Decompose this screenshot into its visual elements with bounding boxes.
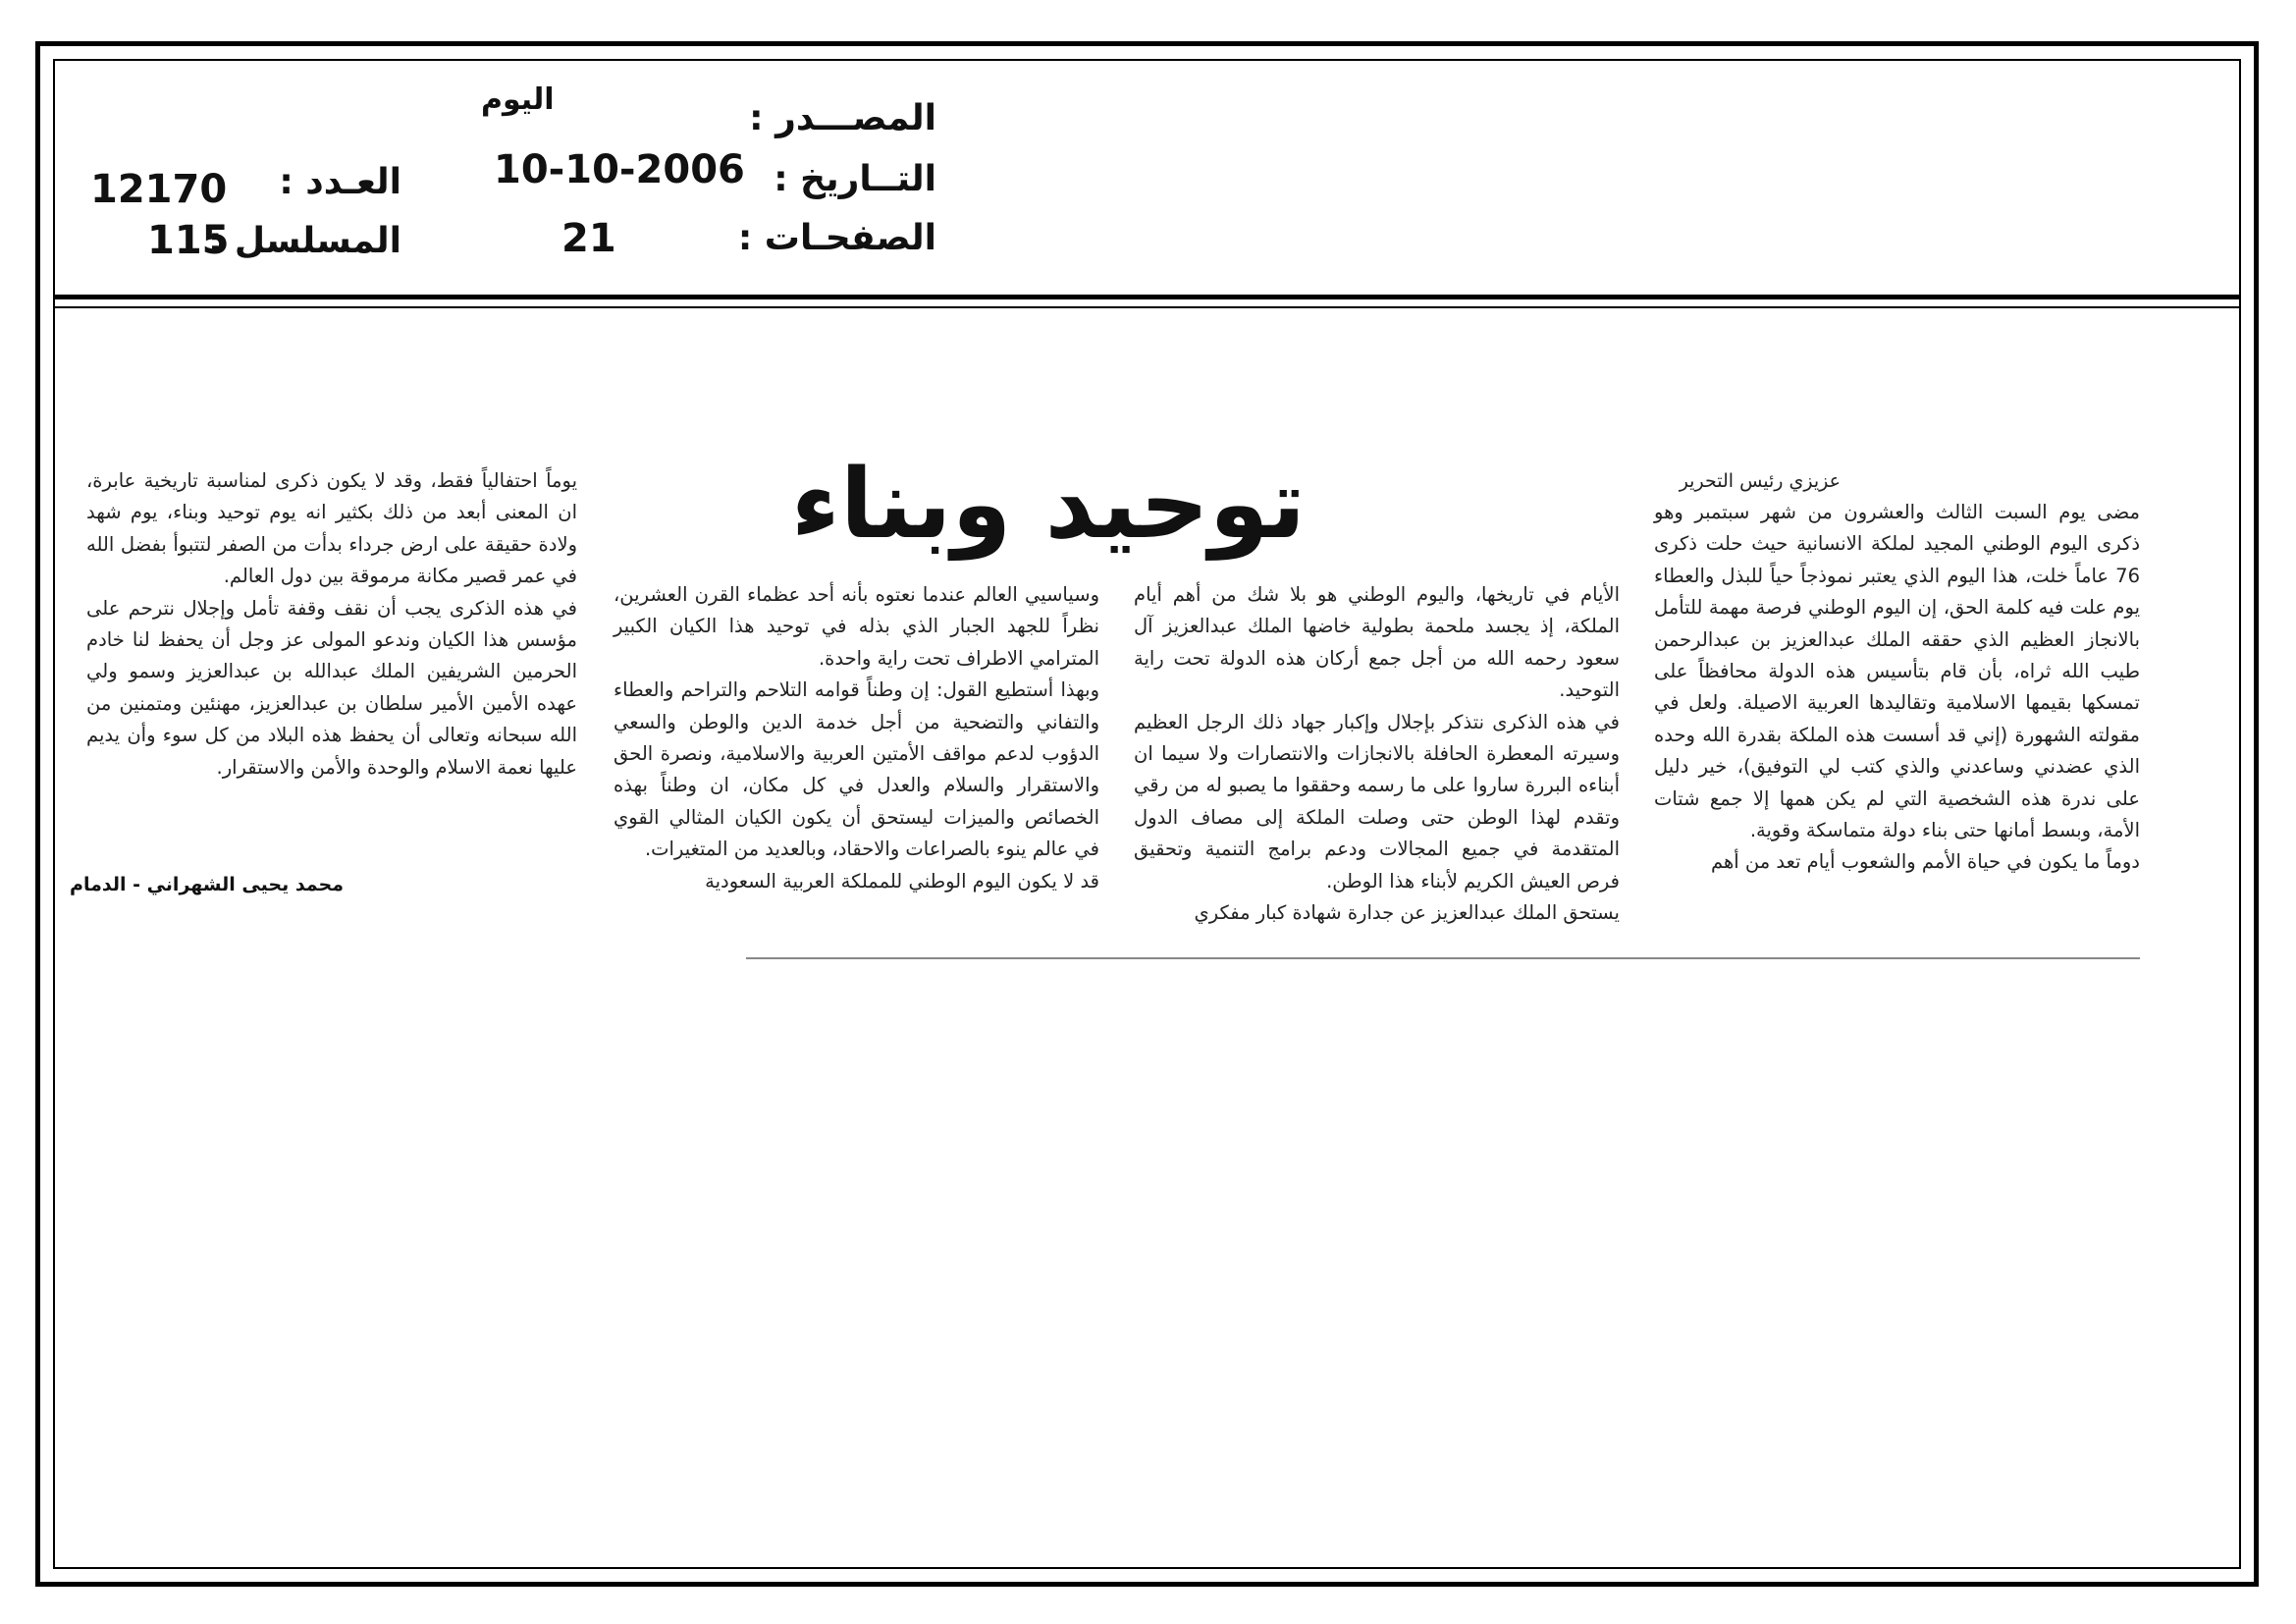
salutation: عزيزي رئيس التحرير xyxy=(1679,470,1841,492)
serial-label: المسلسل : xyxy=(207,221,401,261)
header-divider xyxy=(53,295,2241,299)
article-column-4 xyxy=(86,465,577,784)
paragraph: وبهذا أستطيع القول: إن وطناً قوامه التلاحم والتراحم والعطاء والتفاني والتضحية من أجل خدمة الدين والوطن والسعي الدؤوب لدعم مواقف الأمتين العربية والاسلامية، ونصرة الحق والاستقرار والسلام والعدل في كل مكان، ان وطناً بهذه الخصائص والميزات ليستحق أن يكون الكيان المثالي القوي في عالم ينوء بالصراعات والاحقاد، وبالعديد من المتغيرات. xyxy=(614,678,1099,861)
clipping-bottom-edge xyxy=(746,957,2140,959)
article-column-2 xyxy=(1134,579,1620,929)
paragraph: قد لا يكون اليوم الوطني للمملكة العربية السعودية xyxy=(705,869,1099,893)
author-signature: محمد يحيى الشهراني - الدمام xyxy=(70,874,344,895)
pages-value: 21 xyxy=(561,216,616,261)
pages-label: الصفحـات : xyxy=(737,218,936,258)
paragraph: يوماً احتفالياً فقط، وقد لا يكون ذكرى لمناسبة تاريخية عابرة، ان المعنى أبعد من ذلك بكثير انه يوم توحيد وبناء، يوم شهد ولادة حقيقة على ارض جرداء بدأت من الصفر لتتبوأ بفضل الله في عمر قصير مكانة مرموقة بين دول العالم. xyxy=(86,469,577,588)
article-column-1 xyxy=(1654,497,2140,879)
paragraph: في هذه الذكرى يجب أن نقف وقفة تأمل وإجلال نترحم على مؤسس هذا الكيان وندعو المولى عز وجل أن يحفظ لنا خادم الحرمين الشريفين الملك عبدالله بن عبدالعزيز وسمو ولي عهده الأمين الأمير سلطان بن عبدالعزيز، مهنئين ومتمنين من الله سبحانه وتعالى أن يحفظ هذه البلاد من كل سوء وأن يديم عليها نعمة الاسلام والوحدة والأمن والاستقرار. xyxy=(86,596,577,779)
paragraph: في هذه الذكرى نتذكر بإجلال وإكبار جهاد ذلك الرجل العظيم وسيرته المعطرة الحافلة بالانجازات والانتصارات ولا سيما ان أبناءه البررة ساروا على ما رسمه وحققوا ما يصبو له من رقي وتقدم لهذا الوطن حتى وصلت الملكة إلى مصاف الدول المتقدمة في جميع المجالات ودعم برامج التنمية وتحقيق فرص العيش الكريم لأبناء هذا الوطن. xyxy=(1134,710,1620,893)
source-label: المصـــدر : xyxy=(749,98,936,138)
paragraph: مضى يوم السبت الثالث والعشرون من شهر سبتمبر وهو ذكرى اليوم الوطني المجيد لملكة الانسانية حيث حلت ذكرى 76 عاماً خلت، هذا اليوم الذي يعتبر نموذجاً حياً للبذل والعطاء يوم علت فيه كلمة الحق، إن اليوم الوطني فرصة مهمة للتأمل بالانجاز العظيم الذي حققه الملك عبدالعزيز بن عبدالرحمن طيب الله ثراه، بأن قام بتأسيس هذه الدولة محافظاً على تمسكها بقيمها الاسلامية وتقاليدها العربية الاصيلة. ولعل في مقولته الشهورة (إني قد أسست هذه الملكة بقدرة الله وحده الذي عضدني وساعدني والذي كتب لي التوفيق)، خير دليل على ندرة هذه الشخصية التي لم يكن همها إلا جمع شتات الأمة، وبسط أمانها حتى بناء دولة متماسكة وقوية. xyxy=(1654,501,2140,842)
serial-value: 115 xyxy=(147,218,230,263)
paragraph: الأيام في تاريخها، واليوم الوطني هو بلا شك من أهم أيام الملكة، إذ يجسد ملحمة بطولية خاضها الملك عبدالعزيز آل سعود رحمه الله من أجل جمع أركان هذه الدولة تحت راية التوحيد. xyxy=(1134,583,1620,702)
article-headline: توحيد وبناء xyxy=(790,449,1306,561)
paragraph: دوماً ما يكون في حياة الأمم والشعوب أيام تعد من أهم xyxy=(1711,850,2140,874)
paragraph: يستحق الملك عبدالعزيز عن جدارة شهادة كبار مفكري xyxy=(1194,901,1620,925)
date-label: التــاريخ : xyxy=(774,159,936,199)
article-column-3 xyxy=(614,579,1099,897)
issue-value: 12170 xyxy=(90,167,228,212)
header-divider-thin xyxy=(53,306,2241,308)
issue-label: العـدد : xyxy=(279,162,401,202)
date-value: 10-10-2006 xyxy=(494,147,745,192)
source-value: اليوم xyxy=(481,82,555,117)
paragraph: وسياسيي العالم عندما نعتوه بأنه أحد عظماء القرن العشرين، نظراً للجهد الجبار الذي بذله في توحيد هذا الكيان الكبير المترامي الاطراف تحت راية واحدة. xyxy=(614,583,1099,670)
